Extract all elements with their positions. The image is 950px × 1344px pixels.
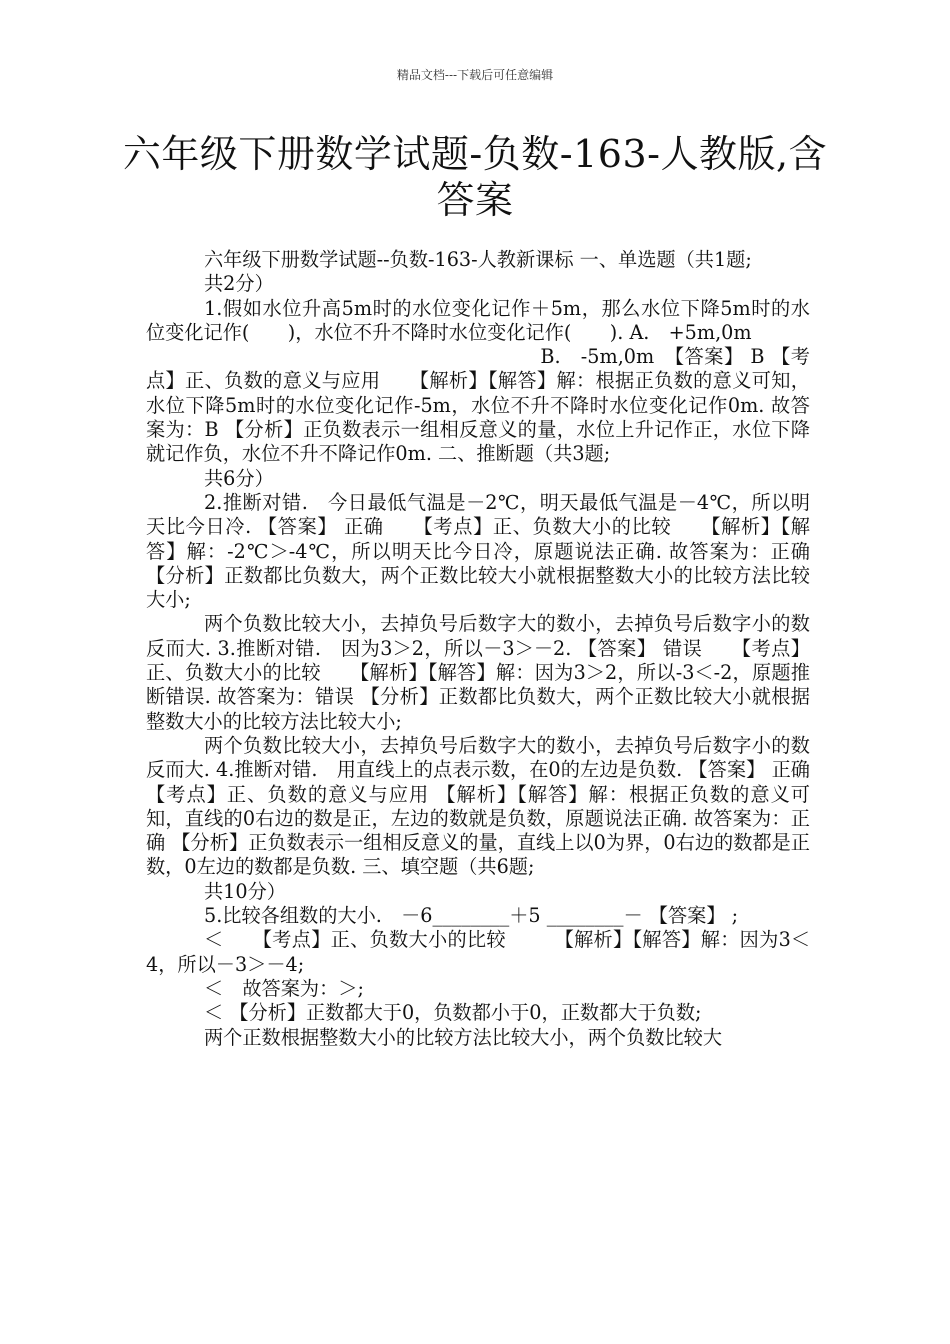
paragraph: ＜ 【分析】正数都大于0，负数都小于0，正数都大于负数; bbox=[204, 1001, 702, 1025]
header-note: 精品文档---下载后可任意编辑 bbox=[396, 68, 554, 82]
paragraph: ＜ 【考点】正、负数大小的比较 【解析】【解答】解：因为3＜4，所以－3＞－4; bbox=[146, 928, 810, 976]
page-title-line-2: 答案 bbox=[436, 178, 514, 222]
paragraph: 共6分） bbox=[204, 466, 274, 490]
paragraph: 两个负数比较大小，去掉负号后数字大的数小，去掉负号后数字小的数反而大. 4.推断对错. 用直线上的点表示数，在0的左边是负数. 【答案】 正确 【考点】正、负数的意义与应用 【解析】【解答】解：根据正负数的意义可知，直线的0右边的数是正，左边的数就是负数，原题说法正确. 故答案为：正确 【分析】正负数表示一组相反意义的量，直线上以0为界，0右边的数都是正数，0左边的数都是负数. 三、填空题（共6题; bbox=[146, 733, 849, 879]
paragraph: ＜ 故答案为：＞; bbox=[204, 976, 364, 1000]
paragraph: 5.比较各组数的大小. －6________＋5 ________－ 【答案】 ; bbox=[204, 904, 739, 928]
page-title-line-1: 六年级下册数学试题-负数-163-人教版,含 bbox=[122, 132, 828, 176]
paragraph: 2.推断对错. 今日最低气温是－2℃，明天最低气温是－4℃，所以明天比今日冷. 【答案】 正确 【考点】正、负数大小的比较 【解析】【解答】解：-2℃＞-4℃，所以明天比今日冷，原题说法正确. 故答案为：正确 【分析】正数都比负数大，两个正数比较大小就根据整数大小的比较方法比较大小; bbox=[146, 490, 810, 612]
paragraph: 两个正数根据整数大小的比较方法比较大小，两个负数比较大 bbox=[204, 1025, 723, 1049]
paragraph: 共10分） bbox=[204, 879, 286, 903]
paragraph: 共2分） bbox=[204, 272, 274, 296]
paragraph: 1.假如水位升高5m时的水位变化记作＋5m，那么水位下降5m时的水位变化记作( )，水位不升不降时水位变化记作( ). A. +5m,0m bbox=[146, 296, 810, 344]
document-body bbox=[146, 248, 849, 1050]
paragraph: B. -5m,0m 【答案】 B 【考点】正、负数的意义与应用 【解析】【解答】解：根据正负数的意义可知，水位下降5m时的水位变化记作-5m，水位不升不降时水位变化记作0m. 故答案为：B 【分析】正负数表示一组相反意义的量，水位上升记作正，水位下降就记作负，水位不升不降记作0m. 二、推断题（共3题; bbox=[146, 345, 810, 466]
paragraph: 两个负数比较大小，去掉负号后数字大的数小，去掉负号后数字小的数反而大. 3.推断对错. 因为3＞2，所以－3＞－2. 【答案】 错误 【考点】正、负数大小的比较 【解析】【解答】解：因为3＞2，所以-3＜-2，原题推断错误. 故答案为：错误 【分析】正数都比负数大，两个正数比较大小就根据整数大小的比较方法比较大小; bbox=[146, 612, 810, 733]
paragraph: 六年级下册数学试题--负数-163-人教新课标 一、单选题（共1题; bbox=[204, 248, 752, 271]
